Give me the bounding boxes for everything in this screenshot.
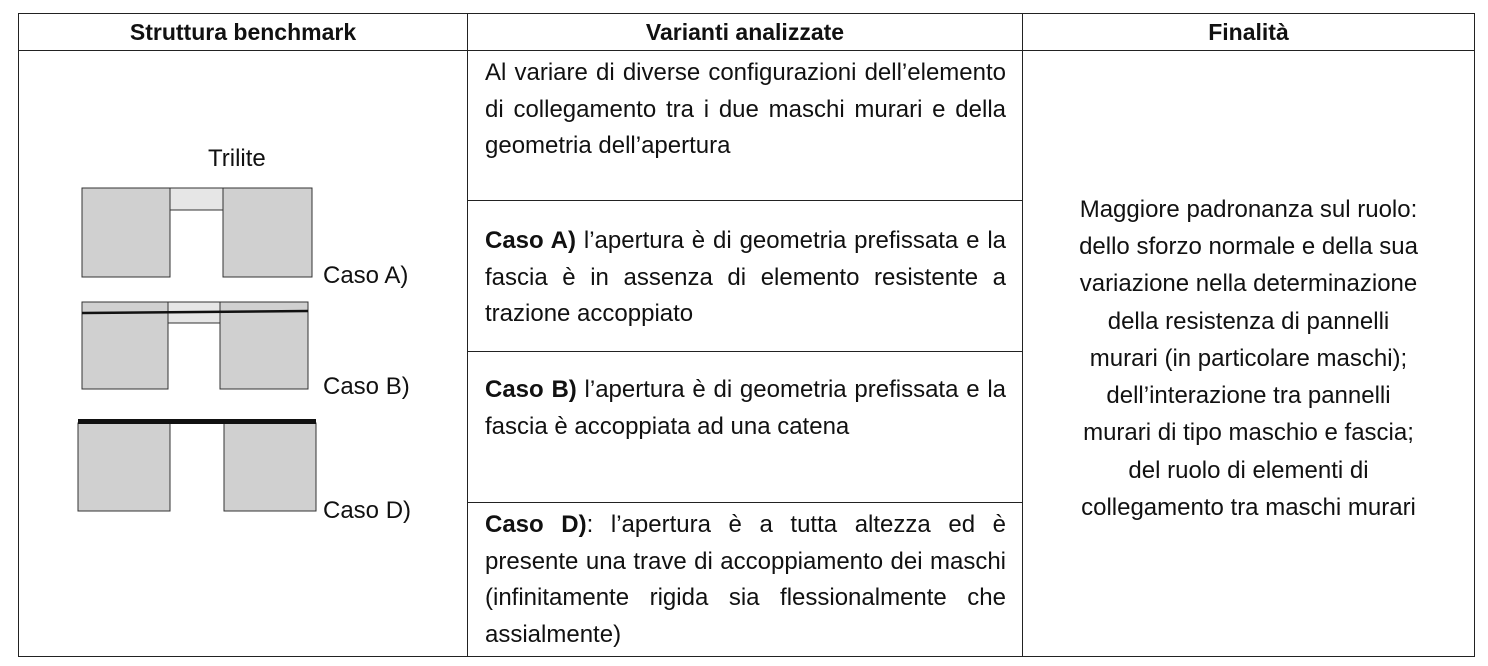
- finality-line: del ruolo di elementi di: [1128, 456, 1369, 484]
- trilite-diagrams: [19, 51, 468, 656]
- structure-diagram-cell: [19, 51, 468, 657]
- trilite-title: Trilite: [208, 145, 266, 172]
- case-d-label: Caso D): [323, 497, 412, 524]
- finality-line: murari (in particolare maschi);: [1089, 344, 1408, 372]
- variant-case-d: Caso D): l’apertura è a tutta altezza ed è presente una trave di accoppiamento dei maschi (infinitamente rigida sia flessionalmente che assialmente): [468, 503, 1023, 657]
- header-finalita: Finalità: [1023, 14, 1475, 51]
- variant-case-a: Caso A) l’apertura è di geometria prefissata e la fascia è in assenza di elemento resistente a trazione accoppiato: [468, 201, 1023, 352]
- case-b-label: Caso B): [323, 373, 410, 400]
- table-row: [19, 51, 1475, 201]
- benchmark-table: [18, 13, 1475, 657]
- header-varianti: Varianti analizzate: [468, 14, 1023, 51]
- header-struttura: Struttura benchmark: [19, 14, 468, 51]
- case-a-label: Caso A): [323, 262, 409, 289]
- trilite-figure: [19, 51, 468, 656]
- finality-line: della resistenza di pannelli: [1107, 307, 1390, 335]
- finality-cell: [1023, 51, 1475, 657]
- finality-line: variazione nella determinazione: [1079, 270, 1418, 298]
- case-d-diagram: [78, 419, 316, 511]
- finality-line: dello sforzo normale e della sua: [1079, 233, 1418, 261]
- case-b-diagram: [82, 302, 308, 389]
- case-a-diagram: [82, 188, 312, 277]
- header-row: [19, 14, 1475, 51]
- finality-line: dell’interazione tra pannelli: [1106, 382, 1391, 410]
- finality-line: collegamento tra maschi murari: [1081, 493, 1416, 521]
- finality-line: Maggiore padronanza sul ruolo:: [1079, 196, 1418, 224]
- variant-intro: Al variare di diverse configurazioni dell’elemento di collegamento tra i due maschi murari e della geometria dell’apertura: [468, 51, 1023, 201]
- finality-line: murari di tipo maschio e fascia;: [1083, 419, 1414, 447]
- variant-case-b: Caso B) l’apertura è di geometria prefissata e la fascia è accoppiata ad una catena: [468, 352, 1023, 503]
